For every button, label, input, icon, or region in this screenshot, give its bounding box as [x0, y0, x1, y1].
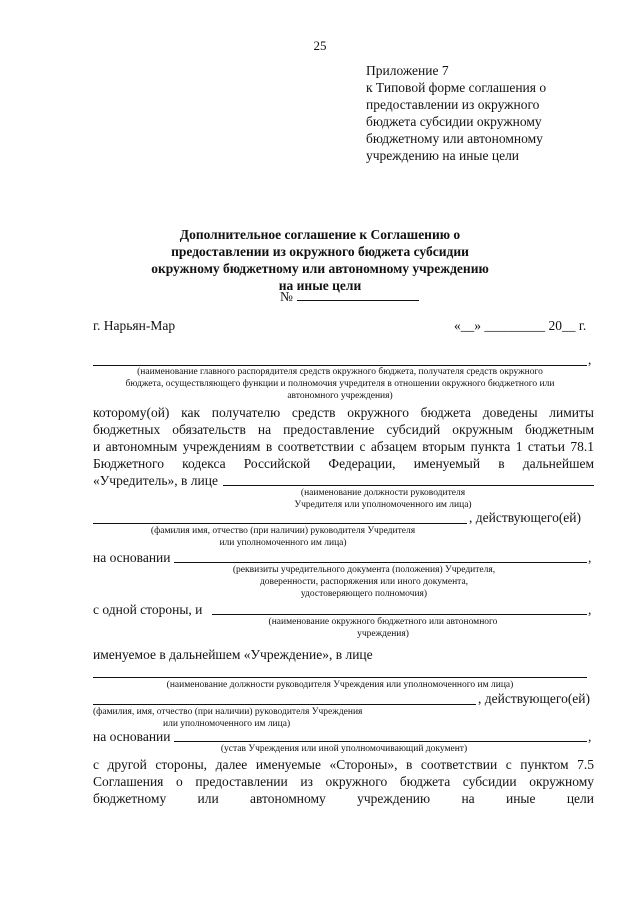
founder-fio-field[interactable]: [93, 523, 467, 524]
caption-line: или уполномоченного им лица): [163, 719, 291, 729]
basis-label-2: на основании: [93, 729, 171, 744]
caption-line: (реквизиты учредительного документа (положения) Учредителя,: [232, 565, 496, 575]
document-title: [0, 226, 640, 294]
caption-fio-founder: [93, 525, 473, 549]
caption-line: (фамилия имя, отчество (при наличии) руководителя Учредителя: [150, 526, 416, 536]
number-field[interactable]: [297, 288, 419, 301]
one-side-label: с одной стороны, и: [93, 602, 203, 617]
paragraph-line: которому(ой) как получателю средств окружного бюджета доведены лимиты: [93, 405, 594, 420]
acting-label-1: , действующего(ей): [469, 510, 582, 525]
appendix-line: к Типовой форме соглашения о: [366, 80, 547, 95]
title-line: предоставлении из окружного бюджета субсидии: [171, 244, 469, 259]
comma: ,: [588, 550, 592, 565]
comma: ,: [588, 729, 592, 744]
appendix-block: [366, 62, 626, 164]
founder-in-person: «Учредитель», в лице: [93, 473, 218, 488]
appendix-line: бюджета субсидии окружному: [366, 114, 542, 129]
agreement-number: [280, 288, 419, 305]
caption-line: Учредителя или уполномоченного им лица): [294, 500, 472, 510]
caption-line: удостоверяющего полномочия): [300, 589, 428, 599]
appendix-line: учреждению на иные цели: [366, 148, 520, 163]
acting-label-2: , действующего(ей): [478, 691, 591, 706]
caption-fio-institution: [93, 706, 423, 730]
comma: ,: [588, 602, 592, 617]
caption-position: [223, 487, 543, 511]
appendix-line: предоставлении из окружного: [366, 97, 540, 112]
caption-line: (наименование главного распорядителя средств окружного бюджета, получателя средств окружного: [137, 367, 543, 377]
caption-line: (наименование должности руководителя: [300, 488, 466, 498]
place: г. Нарьян-Мар: [93, 318, 176, 333]
caption-basis-founder: [174, 564, 554, 600]
caption-line: (наименование окружного бюджетного или автономного: [268, 617, 498, 627]
paragraph-limits: [93, 404, 594, 472]
caption-line: или уполномоченного им лица): [219, 538, 347, 548]
paragraph-line: Соглашения о предоставлении из окружного бюджета субсидии окружному: [93, 774, 594, 789]
comma: ,: [588, 352, 592, 367]
paragraph-line: с другой стороны, далее именуемые «Стороны», в соответствии с пунктом 7.5: [93, 757, 594, 772]
paragraph-line: бюджетных обязательств на предоставление субсидий окружным бюджетным: [93, 422, 594, 437]
basis-label-1: на основании: [93, 550, 171, 565]
caption-line: бюджета, осуществляющего функции и полномочия учредителя в отношении окружного бюджетного или: [125, 379, 555, 389]
caption-line: автономного учреждения): [287, 391, 393, 401]
institution-name-field[interactable]: [212, 614, 587, 615]
founder-basis-field[interactable]: [174, 562, 587, 563]
number-label: №: [280, 289, 293, 304]
caption-basis-institution: (устав Учреждения или иной уполномочивающий документ): [220, 744, 468, 754]
caption-institution: [193, 616, 573, 640]
caption-founder: [80, 366, 600, 402]
paragraph-line: бюджетному или автономному учреждению на иные цели: [93, 791, 594, 806]
institution-fio-field[interactable]: [93, 704, 476, 705]
appendix-line: бюджетному или автономному: [366, 131, 543, 146]
caption-line: учреждения): [357, 629, 409, 639]
caption-institution-position: (наименование должности руководителя Учреждения или уполномоченного им лица): [166, 680, 514, 690]
caption-line: (фамилия, имя, отчество (при наличии) руководителя Учреждения: [93, 707, 363, 717]
institution-basis-field[interactable]: [174, 741, 587, 742]
title-line: окружному бюджетному или автономному учреждению: [151, 261, 489, 276]
founder-position-field[interactable]: [223, 485, 594, 486]
institution-position-field[interactable]: [93, 677, 587, 678]
named-institution: именуемое в дальнейшем «Учреждение», в лице: [93, 647, 373, 662]
date: «__» _________ 20__ г.: [454, 318, 587, 333]
paragraph-line: Бюджетного кодекса Российской Федерации, именуемый в дальнейшем: [93, 456, 594, 471]
title-line: Дополнительное соглашение к Соглашению о: [179, 227, 461, 242]
title-line: на иные цели: [278, 278, 362, 293]
caption-line: доверенности, распоряжения или иного документа,: [259, 577, 469, 587]
paragraph-parties: [93, 756, 594, 807]
paragraph-line: и автономным учреждениям в соответствии с абзацем вторым пункта 1 статьи 78.1: [93, 439, 594, 454]
appendix-line: Приложение 7: [366, 63, 449, 78]
page-number: 25: [313, 38, 327, 53]
